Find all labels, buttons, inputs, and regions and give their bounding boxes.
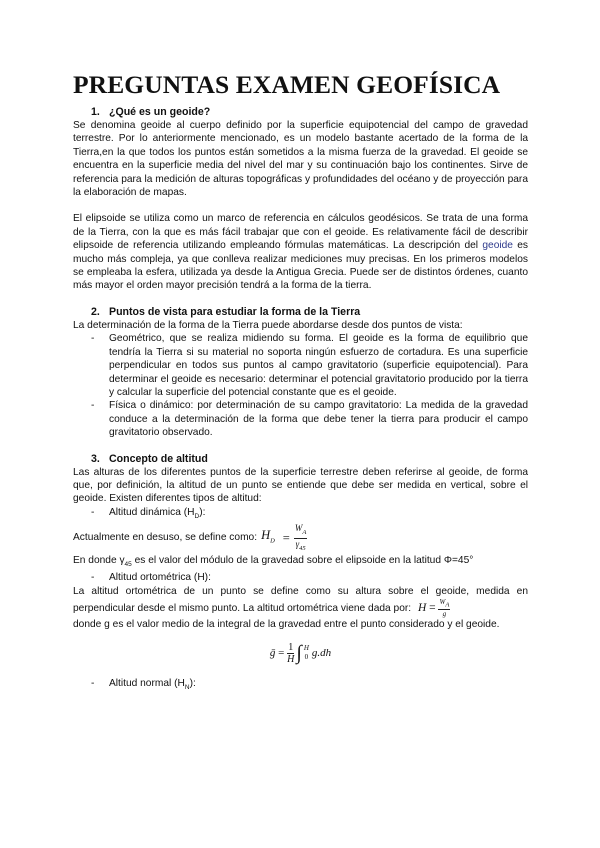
dynamic-formula-eq: =	[282, 531, 290, 546]
section-1-title: ¿Qué es un geoide?	[109, 106, 211, 118]
mean-gravity-formula: ḡ = $\frac{1}{H}$ ∫ H 0 g.dh	[269, 641, 332, 665]
dynamic-where-text: En donde $\gamma_{45}$ es el valor del módulo de la gravedad sobre el elipsoide en la latitud Φ=45°	[73, 554, 474, 568]
list-item: - Geométrico, que se realiza midiendo su forma. El geoide es la forma de equilibrio que tendría la Tierra si su material no soporta ningún esfuerzo de cortadura. Es una superficie perpendicular en todos sus puntos al campo gravitatorio (superficie equipotencial). Para determinar el geoide es necesario: determinar el potencial gravitatorio producido por la tierra y calcular la superficie del potencial constante que es el geoide.	[73, 332, 528, 399]
section-1-heading	[73, 106, 528, 119]
dynamic-definition-line	[73, 523, 528, 554]
list-item: - Física o dinámico: por determinación de su campo gravitatorio: La medida de la gravedad conduce a la determinación de la forma que debe tener la tierra para producir el campo gravitatorio observado.	[73, 399, 528, 439]
altitude-list-orthometric	[73, 571, 528, 584]
section-2-intro: La determinación de la forma de la Tierra puede abordarse desde dos puntos de vista:	[73, 319, 463, 331]
ortho-formula-fraction: $\frac{W_A}{g}$	[439, 598, 450, 619]
section-2-heading	[73, 306, 528, 319]
altitude-list-normal	[73, 677, 528, 694]
dynamic-formula-lhs: $H_D$	[261, 528, 275, 545]
document-page	[73, 70, 528, 694]
list-item-normal-altitude: - Altitud normal $(H_N)$:	[73, 677, 528, 694]
dynamic-formula-fraction: $\frac{W_A}{\gamma_{45}}$	[294, 523, 307, 552]
section-3-intro: Las alturas de los diferentes puntos de la superficie terrestre deben referirse al geoide, de forma que, por definición, la altitud de un punto se entiende que debe ser medida en vertical, sobre el geoide. Existen diferentes tipos de altitud:	[73, 466, 528, 505]
section-3-number: 3.	[91, 452, 100, 465]
section-1-number: 1.	[91, 106, 100, 118]
section-2-number: 2.	[91, 305, 100, 318]
geoide-link[interactable]: geoide	[482, 240, 513, 252]
orthometric-where: donde g es el valor medio de la integral de la gravedad entre el punto considerado y el geoide.	[73, 619, 500, 631]
dynamic-definition-text: Actualmente en desuso, se define como:	[73, 532, 258, 544]
section-3-title: Concepto de altitud	[109, 452, 208, 465]
orthometric-definition: La altitud ortométrica de un punto se define como su altura sobre el geoide, medida en perpendicular desde el mismo punto. La altitud ortométrica viene dada por: H = $\frac{W_A}{g}$	[73, 585, 528, 619]
list-item-dynamic-altitude: - Altitud dinámica $(H_D)$:	[73, 506, 528, 523]
section-2-title: Puntos de vista para estudiar la forma de la Tierra	[109, 305, 361, 318]
altitude-list-dynamic	[73, 506, 528, 523]
section-2-list	[73, 332, 528, 439]
ortho-formula: H =	[417, 601, 436, 614]
section-1-paragraph-1: Se denomina geoide al cuerpo definido por la superficie equipotencial del campo de gravedad terrestre. Por lo anteriormente mencionado, es un modelo bastante acertado de la forma de la Tierra,en la que todos los puntos están sometidos a la misma fuerza de la gravedad. El geoide se encuentra en la superficie media del nivel del mar y su continuación bajo los continentes. Sirve de referencia para la medición de alturas topográficas y profundidades del océano y de proyección para la elaboración de mapas.	[73, 120, 528, 199]
section-3-heading	[73, 453, 528, 466]
list-item-orthometric-altitude: - Altitud ortométrica (H):	[73, 571, 528, 584]
page-title: PREGUNTAS EXAMEN GEOFÍSICA	[73, 70, 501, 99]
section-1-paragraph-2: El elipsoide se utiliza como un marco de referencia en cálculos geodésicos. Se trata de una forma de la Tierra, con la que es más fácil trabajar que con el geoide. Es relativamente fácil de describir elipsoide de referencia utilizando empleando fórmulas matemáticas. La descripción del geoide es mucho más compleja, ya que conlleva realizar mediciones muy precisas. En los primeros modelos se empleaba la esfera, utilizada ya desde la Antigua Grecia. Puede ser de distintos órdenes, cuanto más mayor el orden mayor precisión tendrá a la forma de la tierra.	[73, 213, 529, 292]
